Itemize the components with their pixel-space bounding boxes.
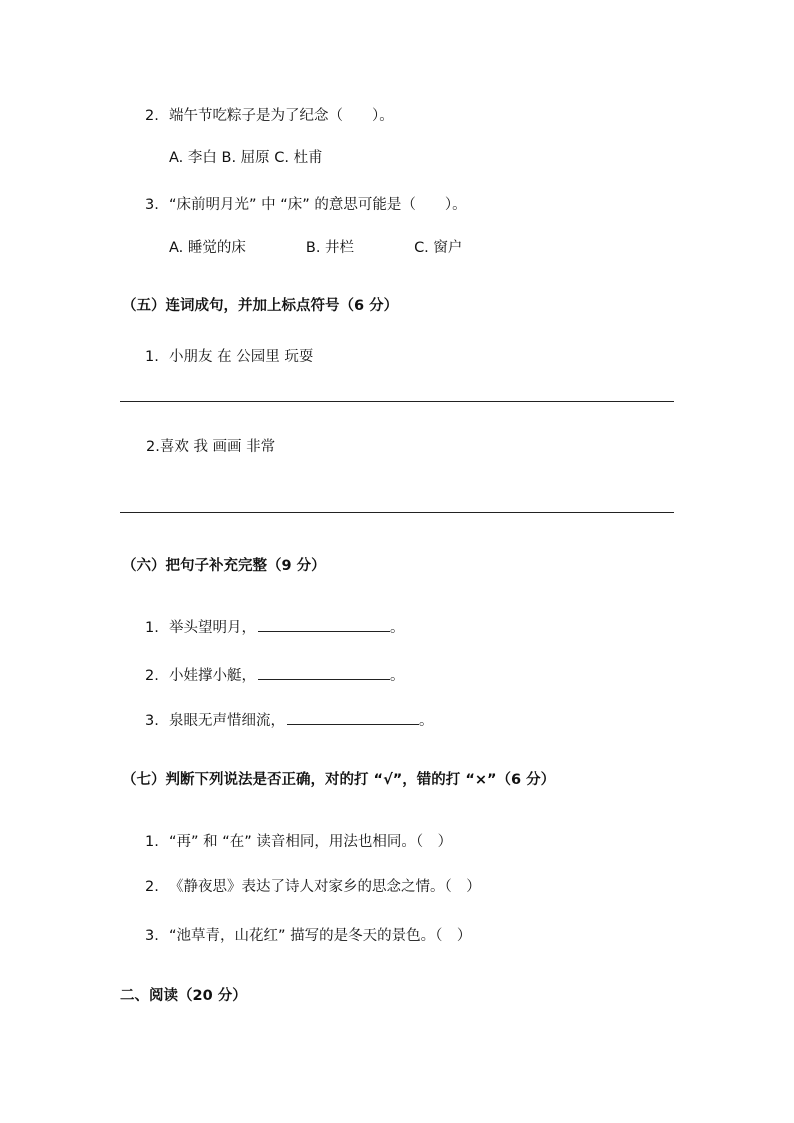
- item-number: 1.: [145, 349, 159, 365]
- item-end: 。: [390, 620, 405, 636]
- section-7-item-3: [145, 926, 471, 946]
- item-number: 3.: [145, 713, 159, 729]
- item-text: 小朋友 在 公园里 玩耍: [169, 349, 314, 365]
- section-5-item-2: 2.喜欢 我 画画 非常: [146, 439, 276, 455]
- section-6-item-3: [145, 710, 434, 731]
- item-text: 小娃撑小艇，: [169, 668, 256, 684]
- section-5-title: （五）连词成句，并加上标点符号（6 分）: [122, 298, 399, 314]
- section-7-title: （七）判断下列说法是否正确，对的打 “√”，错的打 “×”（6 分）: [122, 772, 556, 788]
- section-6-item-2: [145, 665, 405, 686]
- question-2-options: A. 李白 B. 屈原 C. 杜甫: [169, 150, 323, 166]
- item-text: 举头望明月，: [169, 620, 256, 636]
- section-7-item-2: [145, 877, 481, 897]
- fill-blank[interactable]: [287, 710, 419, 725]
- item-text: 《静夜思》表达了诗人对家乡的思念之情。（ ）: [169, 879, 481, 895]
- question-number: 3.: [145, 197, 159, 213]
- section-6-title: （六）把句子补充完整（9 分）: [122, 558, 326, 574]
- answer-line-2[interactable]: [120, 512, 674, 513]
- answer-line-1[interactable]: [120, 401, 674, 402]
- question-text: “床前明月光” 中 “床” 的意思可能是（ ）。: [169, 197, 467, 213]
- item-text: 泉眼无声惜细流，: [169, 713, 285, 729]
- option-a: A. 睡觉的床: [169, 240, 246, 256]
- fill-blank[interactable]: [258, 665, 390, 680]
- item-text: “再” 和 “在” 读音相同，用法也相同。（ ）: [169, 834, 453, 850]
- item-end: 。: [390, 668, 405, 684]
- section-7-item-1: [145, 832, 452, 852]
- item-number: 2.: [145, 668, 159, 684]
- question-2: [145, 106, 394, 126]
- question-number: 2.: [145, 108, 159, 124]
- item-number: 3.: [145, 928, 159, 944]
- section-5-item-1: [145, 347, 313, 367]
- option-b: B. 井栏: [305, 240, 355, 256]
- question-3: [145, 195, 467, 215]
- item-number: 1.: [145, 834, 159, 850]
- part-2-title: 二、阅读（20 分）: [120, 988, 247, 1004]
- question-text: 端午节吃粽子是为了纪念（ ）。: [169, 108, 394, 124]
- item-number: 1.: [145, 620, 159, 636]
- section-6-item-1: [145, 617, 405, 638]
- item-end: 。: [419, 713, 434, 729]
- fill-blank[interactable]: [258, 617, 390, 632]
- option-c: C. 窗户: [414, 240, 463, 256]
- question-3-options: [169, 238, 462, 258]
- item-text: “池草青，山花红” 描写的是冬天的景色。（ ）: [169, 928, 472, 944]
- item-number: 2.: [145, 879, 159, 895]
